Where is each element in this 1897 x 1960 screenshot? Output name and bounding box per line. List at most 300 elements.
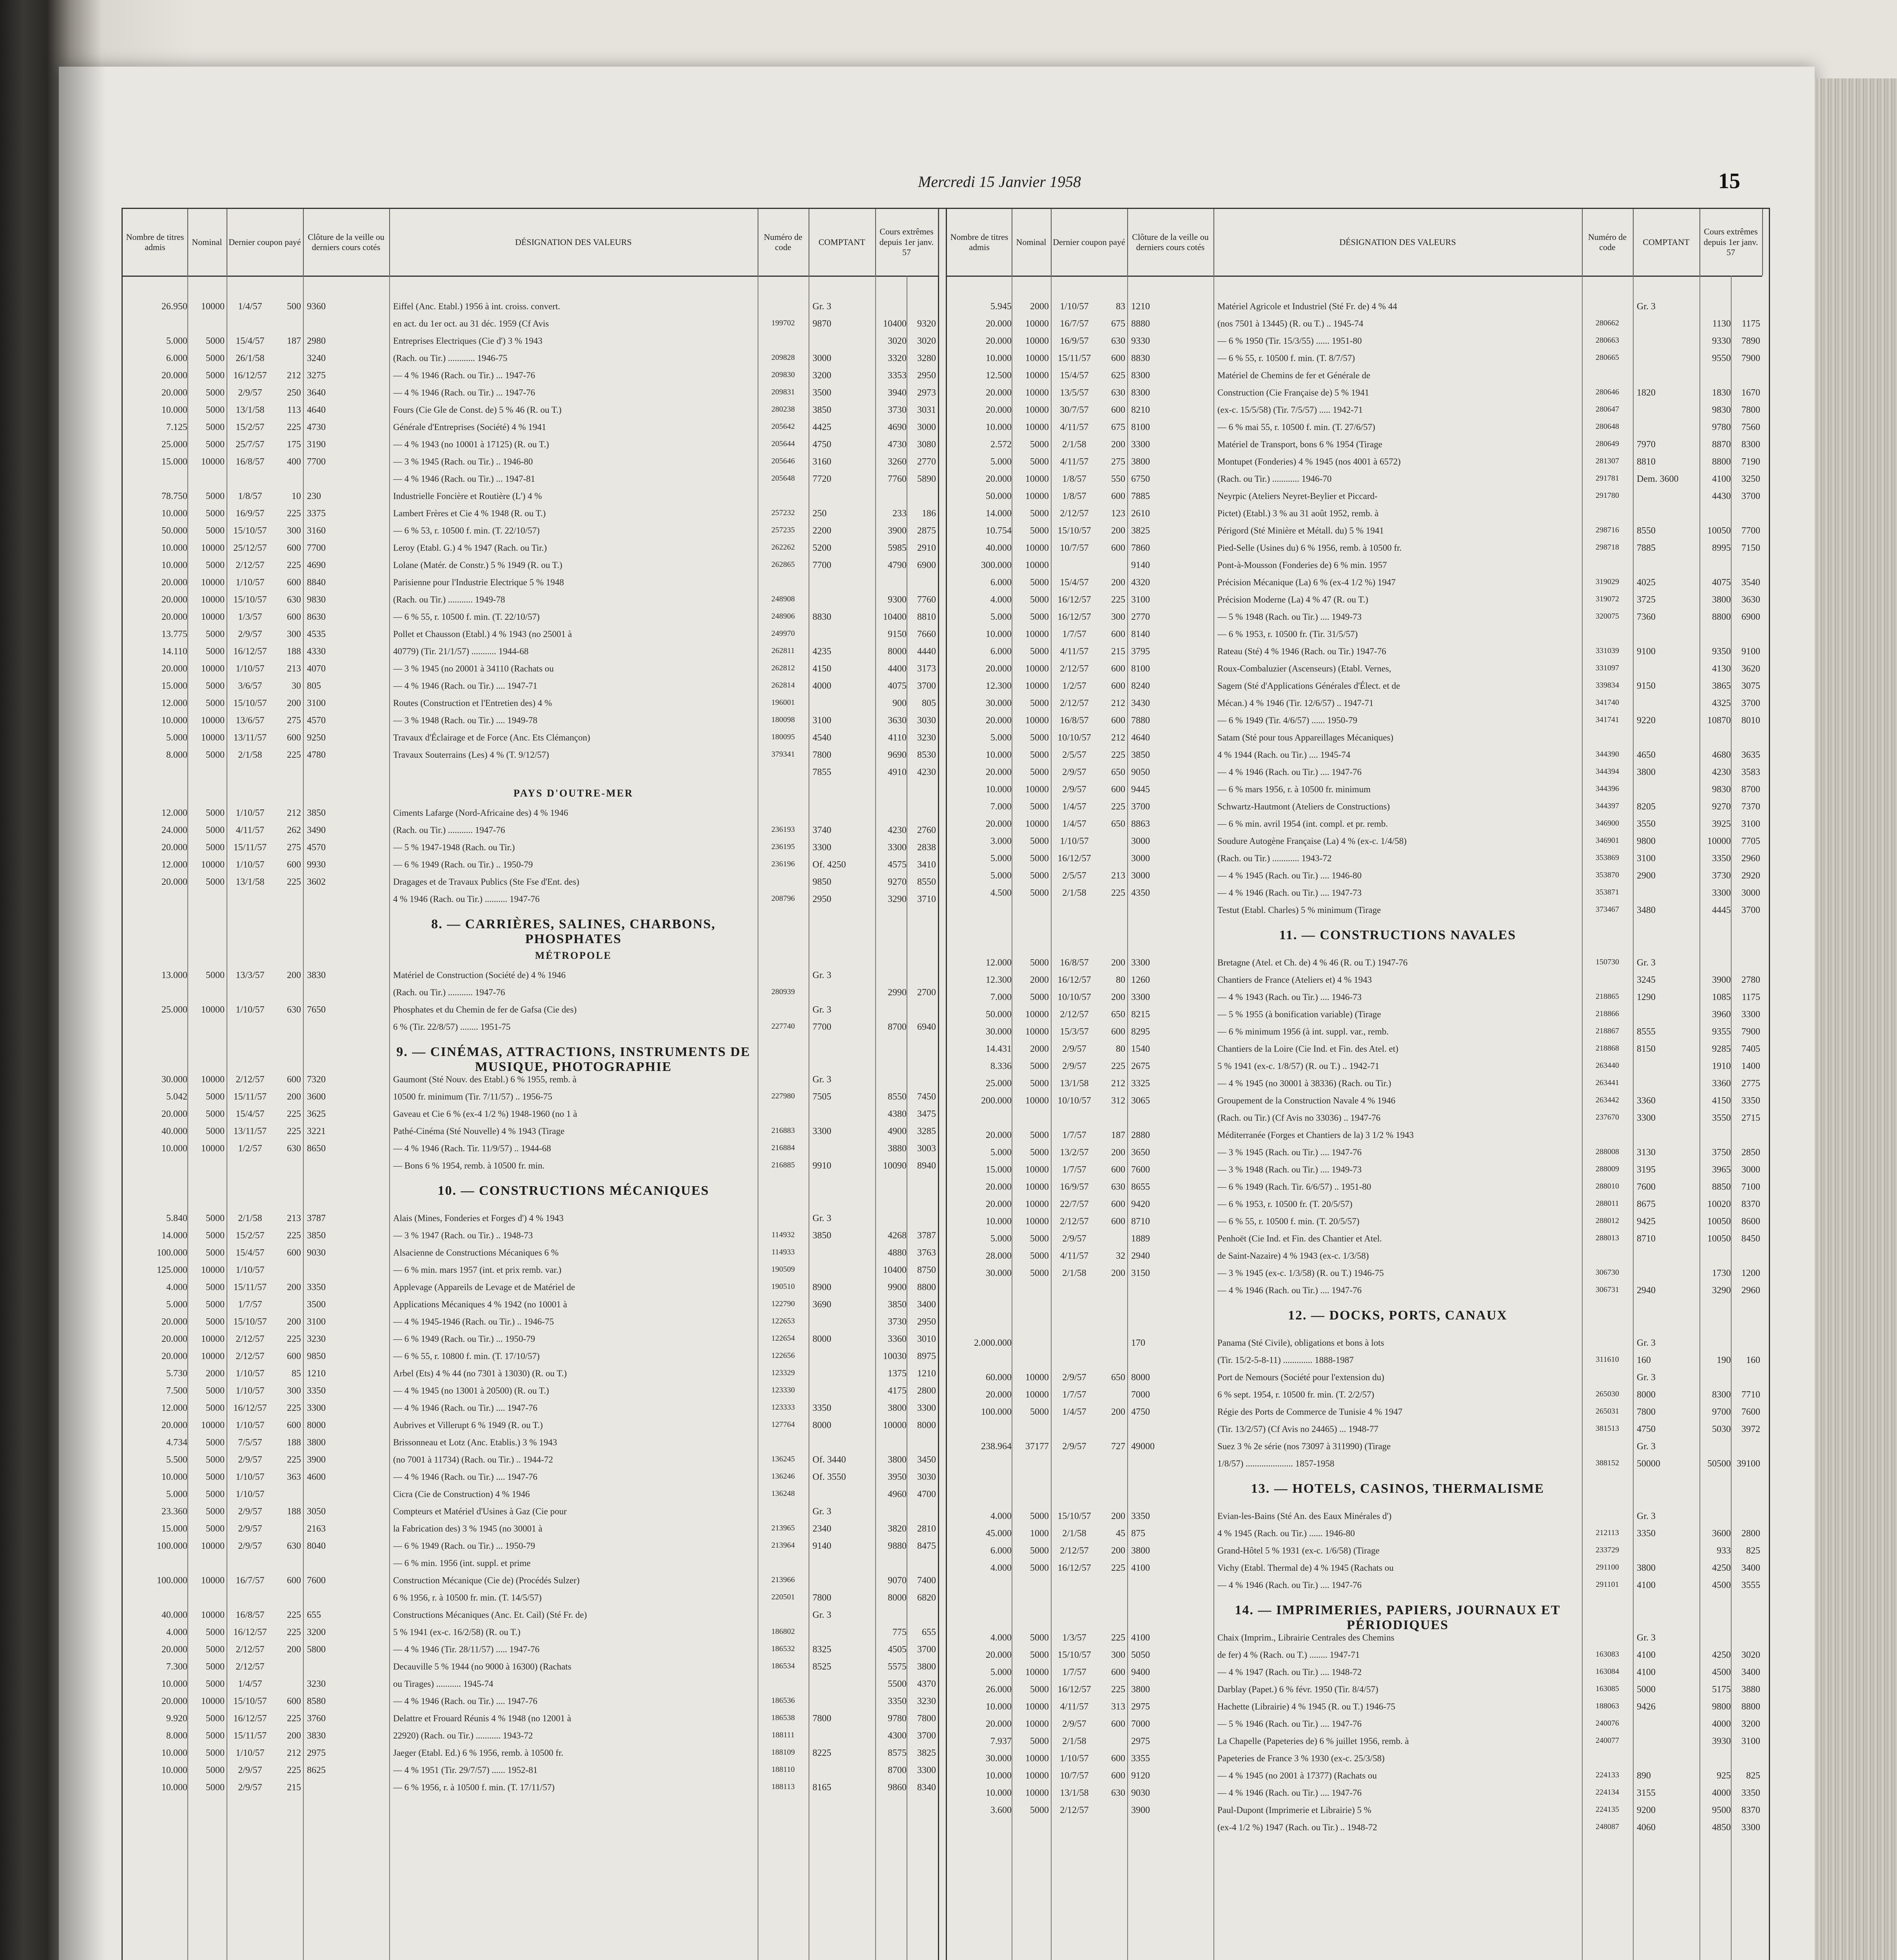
coupon-net: 275 [287,715,301,726]
security-code: 186802 [771,1627,795,1636]
low-price: 2838 [917,842,936,853]
security-designation: Fours (Cie Gle de Const. de) 5 % 46 (R. ou T.) [393,405,562,415]
coupon-net: 175 [287,439,301,450]
closing-price: 3221 [307,1126,326,1136]
coupon-net: 600 [1111,543,1125,553]
high-price: 1130 [1712,319,1731,329]
security-code: 373467 [1596,905,1619,914]
security-designation: — 4 % 1945 (Rach. ou Tir.) .... 1946-80 [1217,871,1362,880]
low-price: 7900 [1741,353,1760,363]
titres-count: 6.000 [990,1546,1012,1556]
coupon-date: 2/9/57 [238,1541,262,1551]
titres-count: 10.000 [986,1702,1012,1712]
table-row [947,1734,1762,1751]
titres-count: 4.000 [990,1633,1012,1643]
high-price: 900 [892,698,907,708]
titres-count: 12.300 [986,975,1012,985]
cash-price: 4060 [1637,1822,1656,1833]
nominal-value: 2000 [1030,975,1049,985]
cash-price: Gr. 3 [812,1074,831,1085]
coupon-date: 16/12/57 [1057,975,1091,985]
security-designation: — 5 % 1947-1948 (Rach. ou Tir.) [393,842,515,852]
closing-price: 8630 [307,612,326,622]
high-price: 3800 [888,1455,907,1465]
coupon-date: 15/11/57 [233,1092,267,1102]
coupon-net: 650 [1111,1372,1125,1383]
coupon-net: 300 [287,629,301,639]
coupon-date: 1/3/57 [238,612,262,622]
titres-count: 7.125 [166,422,187,432]
security-designation: Alais (Mines, Fonderies et Forges d') 4 % 1943 [393,1213,564,1223]
high-price: 4300 [888,1731,907,1741]
coupon-net: 200 [287,698,301,708]
nominal-value: 10000 [201,1334,225,1344]
security-designation: Parisienne pour l'Industrie Electrique 5 % 1948 [393,577,564,587]
titres-count: 20.000 [161,877,187,887]
coupon-net: 600 [1111,353,1125,363]
nominal-value: 5000 [206,491,225,501]
security-designation: Soudure Autogène Française (La) 4 % (ex-c. 1/4/58) [1217,836,1407,846]
coupon-date: 16/9/57 [1060,336,1089,346]
titres-count: 12.000 [161,860,187,870]
security-code: 114932 [771,1230,795,1239]
coupon-net: 225 [287,508,301,519]
closing-price: 8000 [1131,1372,1150,1383]
high-price: 3350 [1712,853,1731,864]
security-designation: (ex-4 1/2 %) 1947 (Rach. ou Tir.) .. 1948-72 [1217,1822,1377,1832]
cash-price: 8550 [1637,526,1656,536]
column-header-cloture [1127,209,1214,276]
coupon-net: 675 [1111,319,1125,329]
table-row [947,799,1762,817]
closing-price: 3300 [1131,958,1150,968]
low-price: 7800 [917,1713,936,1724]
coupon-net: 312 [1111,1096,1125,1106]
security-code: 344397 [1596,802,1619,810]
table-row [947,679,1762,696]
titres-count: 6.000 [990,646,1012,657]
security-code: 236196 [771,860,795,868]
coupon-date: 2/12/57 [1060,1216,1089,1227]
security-designation: de fer) 4 % (Rach. ou T.) ........ 1947-71 [1217,1650,1360,1660]
titres-count: 10.000 [986,353,1012,363]
coupon-net: 80 [1116,1044,1125,1054]
nominal-value: 5000 [206,1109,225,1119]
closing-price: 9030 [1131,1788,1150,1798]
security-designation: — 6 % 1949 (Tir. 4/6/57) ...... 1950-79 [1217,715,1357,725]
table-row [947,610,1762,627]
nominal-value: 10000 [1025,819,1049,829]
closing-price: 3795 [1131,646,1150,657]
high-price: 10090 [883,1161,907,1171]
security-code: 136246 [771,1472,795,1481]
closing-price: 2940 [1131,1251,1150,1261]
closing-price: 3490 [307,825,326,835]
security-designation: Leroy (Etabl. G.) 4 % 1947 (Rach. ou Tir.) [393,543,547,553]
table-row [947,1111,1762,1128]
cash-price: 8525 [812,1662,831,1672]
column-header-label: Clôture de la veille ou derniers cours cotés [1132,232,1209,252]
high-price: 3290 [888,894,907,904]
security-designation: — 6 % 1953, r. 10500 fr. (Tir. 31/5/57) [1217,629,1358,639]
coupon-net: 200 [1111,1407,1125,1417]
security-code: 227980 [771,1092,795,1100]
coupon-date: 15/10/57 [233,698,267,708]
closing-price: 3500 [307,1299,326,1310]
high-price: 3630 [888,715,907,726]
coupon-date: 2/1/58 [238,1213,262,1223]
titres-count: 10.000 [161,1782,187,1793]
low-price: 825 [1746,1546,1760,1556]
column-header-nominal [187,209,227,276]
security-designation: Périgord (Sté Minière et Métall. du) 5 % 1941 [1217,526,1384,535]
security-code: 188113 [771,1782,795,1791]
titres-count: 12.000 [161,1403,187,1413]
coupon-date: 15/10/57 [233,595,267,605]
high-price: 4268 [888,1230,907,1241]
section-title-12 [947,1300,1762,1336]
low-price: 3280 [917,353,936,363]
security-designation: Satam (Sté pour tous Appareillages Mécaniques) [1217,733,1394,742]
coupon-net: 275 [1111,457,1125,467]
closing-price: 8100 [1131,422,1150,432]
low-price: 3475 [917,1109,936,1119]
low-price: 3030 [917,715,936,726]
titres-count: 10.000 [161,405,187,415]
low-price: 3010 [917,1334,936,1344]
cash-price: 5000 [1637,1684,1656,1695]
coupon-net: 225 [1111,1684,1125,1695]
coupon-date: 16/12/57 [1057,612,1091,622]
coupon-net: 600 [287,1248,301,1258]
titres-count: 100.000 [981,1407,1012,1417]
security-designation: Pont-à-Mousson (Fonderies de) 6 % min. 1957 [1217,560,1387,570]
cash-price: 890 [1637,1771,1651,1781]
coupon-net: 225 [287,560,301,570]
high-price: 10050 [1707,1216,1731,1227]
coupon-date: 1/10/57 [1060,301,1089,312]
security-designation: Applications Mécaniques 4 % 1942 (no 10001 à [393,1299,567,1309]
closing-price: 8830 [1131,353,1150,363]
cash-price: 8150 [1637,1044,1656,1054]
coupon-date: 1/4/57 [1062,819,1086,829]
security-code: 216883 [771,1126,795,1135]
coupon-net: 225 [287,1230,301,1241]
closing-price: 3650 [1131,1147,1150,1158]
cash-price: 7855 [812,767,831,777]
coupon-date: 1/4/57 [238,301,262,312]
table-row [123,592,938,610]
coupon-date: 1/8/57 [238,491,262,501]
table-row [947,1024,1762,1042]
table-row [123,385,938,403]
titres-count: 5.000 [990,1667,1012,1677]
table-row [947,851,1762,868]
nominal-value: 10000 [1025,1719,1049,1729]
nominal-value: 5000 [206,808,225,818]
low-price: 3350 [1741,1096,1760,1106]
security-designation: 6 % sept. 1954, r. 10500 fr. min. (T. 2/2/57) [1217,1390,1375,1399]
security-code: 208796 [771,894,795,903]
low-price: 3400 [1741,1563,1760,1573]
nominal-value: 5000 [1030,526,1049,536]
low-price: 2910 [917,543,936,553]
coupon-date: 1/4/57 [238,1679,262,1689]
table-row [123,368,938,385]
closing-price: 8215 [1131,1009,1150,1020]
nominal-value: 10000 [1025,664,1049,674]
table-row [947,334,1762,351]
high-price: 4150 [1712,1096,1731,1106]
coupon-net: 200 [287,1317,301,1327]
high-price: 10000 [1707,836,1731,846]
security-designation: 4 % 1945 (Rach. ou Tir.) ...... 1946-80 [1217,1528,1355,1538]
table-row [123,892,938,909]
nominal-value: 5000 [206,1713,225,1724]
table-row [947,817,1762,834]
high-price: 4175 [888,1386,907,1396]
low-price: 3300 [1741,1822,1760,1833]
nominal-value: 10000 [1025,784,1049,795]
coupon-date: 1/10/57 [1060,1753,1089,1764]
nominal-value: 5000 [1030,1268,1049,1278]
security-designation: Compteurs et Matériel d'Usines à Gaz (Cie pour [393,1506,567,1516]
closing-price: 3787 [307,1213,326,1223]
nominal-value: 5000 [206,1524,225,1534]
closing-price: 3800 [1131,1546,1150,1556]
titres-count: 20.000 [986,405,1012,415]
table-row [947,1786,1762,1803]
nominal-value: 5000 [1030,1130,1049,1140]
titres-count: 4.000 [166,1627,187,1637]
coupon-net: 225 [1111,1061,1125,1071]
cash-price: 4750 [1637,1424,1656,1434]
table-row [947,1717,1762,1734]
security-code: 319072 [1596,595,1619,603]
security-designation: Papeteries de France 3 % 1930 (ex-c. 25/3/58) [1217,1753,1385,1763]
table-row [123,1728,938,1746]
table-row [123,1659,938,1677]
high-price: 9550 [1712,353,1731,363]
cash-price: 7600 [1637,1182,1656,1192]
table-row [947,765,1762,782]
closing-price: 3325 [1131,1078,1150,1089]
high-price: 3350 [888,1696,907,1706]
coupon-net: 400 [287,457,301,467]
low-price: 3700 [1741,905,1760,915]
high-price: 4250 [1712,1650,1731,1660]
security-code: 190510 [771,1282,795,1291]
coupon-date: 13/1/58 [236,877,265,887]
coupon-date: 16/9/57 [1060,1182,1089,1192]
table-row [947,1682,1762,1699]
closing-price: 805 [307,681,321,691]
security-designation: Matériel de Construction (Société de) 4 % 1946 [393,970,566,980]
table-row [123,806,938,823]
coupon-date: 16/8/57 [1060,715,1089,726]
table-row [947,1336,1762,1353]
nominal-value: 10000 [1025,1667,1049,1677]
coupon-date: 1/4/57 [1062,1407,1086,1417]
coupon-date: 2/9/57 [1062,784,1086,795]
low-price: 9100 [1741,646,1760,657]
security-designation: Ciments Lafarge (Nord-Africaine des) 4 % 1946 [393,808,568,818]
titres-count: 20.000 [161,1109,187,1119]
titres-count: 20.000 [986,1130,1012,1140]
coupon-net: 225 [287,422,301,432]
low-price: 2715 [1741,1113,1760,1123]
titres-count: 12.000 [161,808,187,818]
column-header-dernier-coupon [1051,209,1128,276]
coupon-net: 630 [1111,1788,1125,1798]
high-price: 4325 [1712,698,1731,708]
titres-count: 4.000 [990,595,1012,605]
table-row [123,1245,938,1263]
table-row [123,575,938,592]
coupon-date: 15/4/57 [236,1248,265,1258]
security-code: 263441 [1596,1078,1619,1087]
coupon-date: 2/1/58 [1062,1268,1086,1278]
cash-price: Gr. 3 [1637,1338,1656,1348]
security-code: 339834 [1596,681,1619,690]
closing-price: 9850 [307,1351,326,1361]
coupon-date: 2/12/57 [236,1074,265,1085]
table-row [123,823,938,840]
security-code: 236195 [771,842,795,851]
security-designation: — 6 % 1949 (Rach. ou Tir.) ... 1950-79 [393,1541,535,1551]
nominal-value: 5000 [1030,595,1049,605]
table-row [947,472,1762,489]
cash-price: Gr. 3 [1637,1511,1656,1521]
titres-count: 7.937 [990,1736,1012,1746]
low-price: 8600 [1741,1216,1760,1227]
coupon-net: 650 [1111,1009,1125,1020]
coupon-net: 225 [1111,802,1125,812]
closing-price: 7885 [1131,491,1150,501]
coupon-net: 200 [1111,526,1125,536]
table-row [947,403,1762,420]
low-price: 3555 [1741,1580,1760,1590]
low-price: 7400 [917,1575,936,1586]
cash-price: 8900 [812,1282,831,1292]
titres-count: 9.920 [166,1713,187,1724]
cash-price: Of. 3550 [812,1472,846,1482]
cash-price: 7700 [812,560,831,570]
closing-price: 5050 [1131,1650,1150,1660]
coupon-net: 212 [1111,698,1125,708]
titres-count: 30.000 [161,1074,187,1085]
security-designation: — 6 % 1950 (Tir. 15/3/55) ...... 1951-80 [1217,336,1362,346]
low-price: 3700 [917,1644,936,1655]
coupon-net: 225 [287,1109,301,1119]
left-column-block [123,209,939,1960]
low-price: 7405 [1741,1044,1760,1054]
low-price: 3031 [917,405,936,415]
closing-price: 3000 [1131,853,1150,864]
table-row [123,1470,938,1487]
security-designation: Suez 3 % 2e série (nos 73097 à 311990) (Tirage [1217,1441,1391,1451]
nominal-value: 10000 [201,1351,225,1361]
low-price: 3400 [1741,1667,1760,1677]
closing-price: 9030 [307,1248,326,1258]
security-designation: — 4 % 1945 (no 2001 à 17377) (Rachats ou [1217,1771,1377,1780]
closing-price: 4750 [1131,1407,1150,1417]
closing-price: 3230 [307,1334,326,1344]
low-price: 3700 [917,681,936,691]
coupon-date: 16/7/57 [1060,319,1089,329]
high-price: 9300 [888,595,907,605]
titres-count: 25.000 [161,439,187,450]
table-row [947,1059,1762,1076]
security-code: 163085 [1596,1684,1619,1693]
high-price: 9830 [1712,405,1731,415]
titres-count: 5.000 [990,871,1012,881]
nominal-value: 5000 [206,970,225,980]
closing-price: 8650 [307,1143,326,1154]
column-header-code [1582,209,1634,276]
security-code: 262811 [771,646,795,655]
security-code: 262865 [771,560,795,569]
table-row [947,644,1762,661]
low-price: 2770 [917,457,936,467]
security-designation: Entreprises Electriques (Cie d') 3 % 1943 [393,336,542,346]
titres-count: 25.000 [161,1005,187,1015]
closing-price: 7700 [307,457,326,467]
table-row [123,1349,938,1366]
security-designation: Régie des Ports de Commerce de Tunisie 4 % 1947 [1217,1407,1403,1417]
security-designation: Roux-Combaluzier (Ascenseurs) (Etabl. Vernes, [1217,664,1391,673]
security-designation: Chantiers de la Loire (Cie Ind. et Fin. des Atel. et) [1217,1044,1398,1054]
table-row [947,1076,1762,1093]
coupon-date: 22/7/57 [1060,1199,1089,1209]
low-price: 2780 [1741,975,1760,985]
security-code: 227740 [771,1022,795,1031]
titres-count: 10.000 [986,1771,1012,1781]
closing-price: 3300 [1131,439,1150,450]
closing-price: 3100 [307,1317,326,1327]
high-price: 10400 [883,319,907,329]
table-row [947,1214,1762,1231]
nominal-value: 10000 [1025,560,1049,570]
low-price: 7100 [1741,1182,1760,1192]
security-designation: Pollet et Chausson (Etabl.) 4 % 1943 (no 25001 à [393,629,572,639]
low-price: 825 [1746,1771,1760,1781]
security-designation: — 6 % 1949 (Rach. Tir. 6/6/57) .. 1951-80 [1217,1182,1371,1192]
high-price: 1910 [1712,1061,1731,1071]
table-row [947,1162,1762,1180]
high-price: 4500 [1712,1667,1731,1677]
security-designation: — 4 % 1946 (Rach. ou Tir.) .... 1947-76 [1217,1580,1362,1590]
table-row [123,679,938,696]
titres-count: 10.000 [161,560,187,570]
high-price: 3900 [1712,975,1731,985]
table-row [123,696,938,713]
cash-price: 5200 [812,543,831,553]
cash-price: 8810 [1637,457,1656,467]
closing-price: 3000 [1131,836,1150,846]
security-designation: (Tir. 13/2/57) (Cf Avis no 24465) ... 1948-77 [1217,1424,1378,1434]
security-designation: — 4 % 1945-1946 (Rach. ou Tir.) .. 1946-75 [393,1317,554,1327]
security-code: 248906 [771,612,795,621]
coupon-date: 1/10/57 [236,1420,265,1430]
column-header-label: Cours extrêmes depuis 1er janv. 57 [1703,227,1758,258]
security-code: 341740 [1596,698,1619,707]
low-price: 2950 [917,370,936,381]
coupon-date: 15/10/57 [233,1317,267,1327]
coupon-date: 1/10/57 [236,1472,265,1482]
titres-count: 5.042 [166,1092,187,1102]
nominal-value: 10000 [1025,1199,1049,1209]
